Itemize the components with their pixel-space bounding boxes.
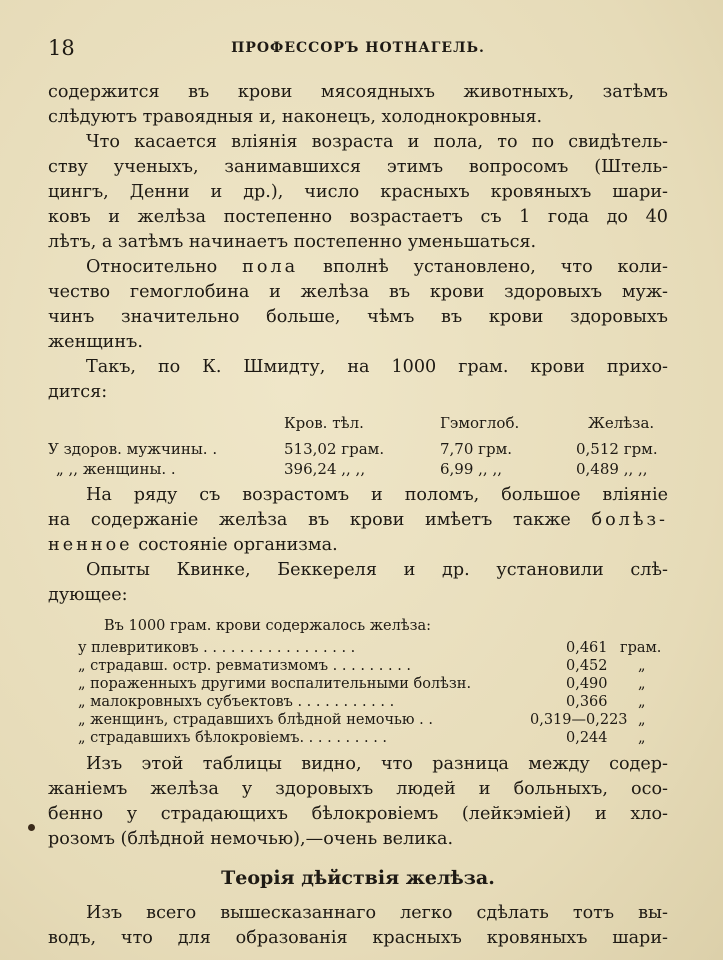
page-header bbox=[48, 36, 668, 64]
table-value: 0,319—0,223 bbox=[530, 712, 628, 728]
table-unit: „ bbox=[638, 730, 646, 746]
table-cell: 0,512 грм. bbox=[576, 440, 658, 458]
table-unit: грам. bbox=[620, 640, 662, 656]
row-label: „ ,, женщины. . bbox=[56, 460, 176, 478]
paragraph-2 bbox=[48, 130, 668, 255]
row-label: „ страдавшихъ бѣлокровіемъ. . . . . . . . . . bbox=[78, 730, 388, 746]
table-title: Въ 1000 грам. крови содержалось желѣза: bbox=[104, 618, 432, 634]
table-cell: 513,02 грам. bbox=[284, 440, 385, 458]
row-label: „ малокровныхъ субъектовъ . . . . . . . . . . . bbox=[78, 694, 395, 710]
text-line: бенно у страдающихъ бѣлокровіемъ (лейкэміей) и хло- bbox=[48, 804, 668, 824]
text-line: Опыты Квинке, Беккереля и др. установили слѣ- bbox=[86, 560, 668, 580]
column-header: Кров. тѣл. bbox=[284, 414, 364, 432]
spaced-word: ненное bbox=[48, 535, 133, 555]
text-line: ковъ и желѣза постепенно возрастаетъ съ 1 года до 40 bbox=[48, 207, 668, 227]
text-line: Изъ всего вышесказаннаго легко сдѣлать тотъ вы- bbox=[86, 903, 668, 923]
text-line bbox=[48, 533, 668, 558]
text-line: женщинъ. bbox=[48, 332, 143, 352]
text-fragment: состояніе организма. bbox=[132, 535, 338, 555]
text-line: водъ, что для образованія красныхъ кровяныхъ шари- bbox=[48, 928, 668, 948]
running-head: ПРОФЕССОРЪ НОТНАГЕЛЬ. bbox=[231, 40, 485, 56]
spaced-word: болѣз- bbox=[591, 510, 668, 530]
text-line bbox=[48, 255, 668, 280]
text-line: чинъ значительно больше, чѣмъ въ крови здоровыхъ bbox=[48, 307, 668, 327]
text-line: На ряду съ возрастомъ и поломъ, большое вліяніе bbox=[86, 485, 668, 505]
page-number: 18 bbox=[48, 36, 75, 60]
table-value: 0,461 bbox=[566, 640, 608, 656]
text-fragment: вполнѣ установлено, что коли- bbox=[298, 257, 668, 277]
row-label: У здоров. мужчины. . bbox=[48, 440, 218, 458]
text-line: цингъ, Денни и др.), число красныхъ кровяныхъ шари- bbox=[48, 182, 668, 202]
paragraph-8 bbox=[48, 901, 668, 951]
table-cell: 396,24 ,, ,, bbox=[284, 460, 366, 478]
text-line: лѣтъ, а затѣмъ начинаетъ постепенно уменьшаться. bbox=[48, 232, 537, 252]
ink-blot-mark bbox=[28, 824, 35, 831]
row-label: „ страдавш. остр. ревматизмомъ . . . . . . . . . bbox=[78, 658, 412, 674]
column-header: Гэмоглоб. bbox=[440, 414, 520, 432]
paragraph-7 bbox=[48, 752, 668, 852]
table-unit: „ bbox=[638, 712, 646, 728]
text-line: дующее: bbox=[48, 585, 128, 605]
spaced-word: пола bbox=[242, 257, 299, 277]
text-line: Такъ, по К. Шмидту, на 1000 грам. крови прихо- bbox=[86, 357, 668, 377]
paragraph-5 bbox=[48, 483, 668, 558]
table-cell: 0,489 ,, ,, bbox=[576, 460, 648, 478]
text-fragment: на содержаніе желѣза въ крови имѣетъ также bbox=[48, 510, 592, 530]
table-value: 0,244 bbox=[566, 730, 608, 746]
iron-content-table bbox=[48, 614, 668, 752]
table-value: 0,490 bbox=[566, 676, 608, 692]
table-value: 0,366 bbox=[566, 694, 608, 710]
paragraph-4 bbox=[48, 355, 668, 405]
blood-composition-table bbox=[48, 411, 668, 483]
table-cell: 6,99 ,, ,, bbox=[440, 460, 503, 478]
paragraph-1 bbox=[48, 80, 668, 130]
row-label: „ женщинъ, страдавшихъ блѣдной немочью . . bbox=[78, 712, 433, 728]
section-heading: Теорія дѣйствія желѣза. bbox=[221, 867, 495, 889]
text-line: слѣдуютъ травоядныя и, наконецъ, холоднокровныя. bbox=[48, 107, 543, 127]
table-unit: „ bbox=[638, 694, 646, 710]
column-header: Желѣза. bbox=[588, 414, 655, 432]
paragraph-3 bbox=[48, 255, 668, 355]
row-label: „ пораженныхъ другими воспалительными болѣзн. bbox=[78, 676, 472, 692]
text-line: содержится въ крови мясоядныхъ животныхъ, затѣмъ bbox=[48, 82, 668, 102]
table-cell: 7,70 грм. bbox=[440, 440, 513, 458]
table-unit: „ bbox=[638, 658, 646, 674]
page-body bbox=[48, 80, 668, 951]
row-label: у плевритиковъ . . . . . . . . . . . . . . . . . bbox=[78, 640, 356, 656]
text-line: Изъ этой таблицы видно, что разница между содер- bbox=[86, 754, 668, 774]
text-fragment: Относительно bbox=[86, 257, 243, 277]
table-unit: „ bbox=[638, 676, 646, 692]
text-line: Что касается вліянія возраста и пола, то по свидѣтель- bbox=[86, 132, 668, 152]
text-line: розомъ (блѣдной немочью),—очень велика. bbox=[48, 829, 454, 849]
text-line: дится: bbox=[48, 382, 108, 402]
text-line: ству ученыхъ, занимавшихся этимъ вопросомъ (Штель- bbox=[48, 157, 668, 177]
text-line bbox=[48, 508, 668, 533]
table-value: 0,452 bbox=[566, 658, 608, 674]
paragraph-6 bbox=[48, 558, 668, 608]
text-line: жаніемъ желѣза у здоровыхъ людей и больныхъ, осо- bbox=[48, 779, 668, 799]
text-line: чество гемоглобина и желѣза въ крови здоровыхъ муж- bbox=[48, 282, 668, 302]
